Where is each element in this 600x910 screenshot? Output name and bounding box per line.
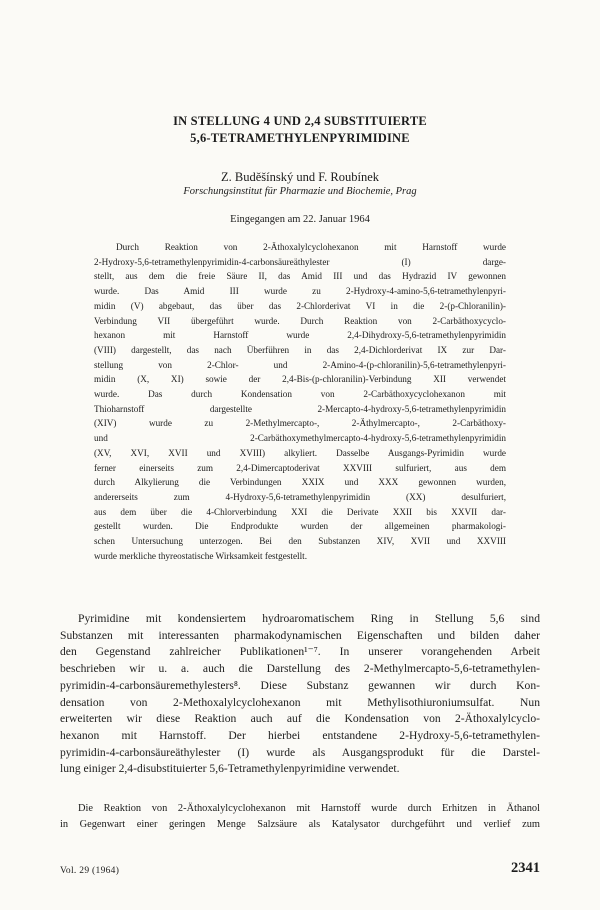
text-line: in Gegenwart einer geringen Menge Salzsäure als Katalysator durchgeführt und verlief zum [60, 818, 540, 830]
text-line: wurde merkliche thyreostatische Wirksamkeit festgestellt. [94, 550, 308, 561]
text-line: densation von 2-Methoxalylcyclohexanon mit Methylisothiuroniumsulfat. Nun [60, 695, 540, 709]
text-line: stellung von 2-Chlor- und 2-Amino-4-(p-chloranilin)-5,6-tetramethylenpyri- [94, 359, 506, 370]
authors: Z. Buděšínský und F. Roubínek [220, 170, 380, 184]
affiliation: Forschungsinstitut für Pharmazie und Biochemie, Prag [183, 186, 417, 197]
text-line: stellt, aus dem die freie Säure II, das Amid III und das Hydrazid IV gewonnen [94, 271, 506, 282]
text-line: Thioharnstoff dargestellte 2-Mercapto-4-hydroxy-5,6-tetramethylenpyrimidin [94, 403, 506, 414]
text-line: hexanon mit Harnstoff. Der hierbei entstandene 2-Hydroxy-5,6-tetramethylen- [60, 728, 540, 742]
text-line: Substanzen mit interessanten pharmakodynamischen Eigenschaften und bilden daher [60, 628, 540, 642]
text-line: durch Alkylierung die Verbindungen XXIX und XXX gewonnen wurden, [94, 477, 506, 488]
received-date: Eingegangen am 22. Januar 1964 [230, 214, 370, 225]
text-line: und 2-Carbäthoxymethylmercapto-4-hydroxy-5,6-tetramethylenpyrimidin [94, 433, 506, 444]
text-line: midin (X, XI) sowie der 2,4-Bis-(p-chloranilin)-Verbindung XII verwendet [94, 374, 506, 385]
text-line: lung einiger 2,4-disubstituierter 5,6-Tetramethylenpyrimidine verwendet. [60, 762, 400, 776]
page-number: 2341 [511, 860, 540, 876]
text-line: andererseits zum 4-Hydroxy-5,6-tetramethylenpyrimidin (XX) desulfuriert, [94, 491, 506, 502]
body-paragraph-2 [60, 801, 540, 832]
text-line: wurde. Das Amid III wurde zu 2-Hydroxy-4-amino-5,6-tetramethylenpyri- [94, 286, 506, 297]
body-paragraph-1 [60, 611, 540, 778]
text-line: pyrimidin-4-carbonsäureäthylester (I) wurde als Ausgangsprodukt für die Darstel- [60, 745, 540, 759]
text-line: gestellt wurden. Die Endprodukte wurden der allgemeinen pharmakologi- [94, 521, 506, 532]
article-title-line-2: 5,6-TETRAMETHYLENPYRIMIDINE [190, 131, 410, 145]
journal-volume: Vol. 29 (1964) [60, 866, 120, 876]
text-line: Pyrimidine mit kondensiertem hydroaromatischem Ring in Stellung 5,6 sind [78, 612, 540, 625]
abstract [94, 240, 506, 563]
text-line: pyrimidin-4-carbonsäuremethylesters⁸. Diese Substanz gewannen wir durch Kon- [60, 678, 540, 692]
text-line: den Gegenstand zahlreicher Publikationen¹⁻⁷. In unserer vorangehenden Arbeit [60, 645, 540, 659]
text-line: erweiterten wir diese Reaktion auch auf die Kondensation von 2-Äthoxalylcyclo- [60, 712, 540, 726]
text-line: Verbindung VII übergeführt wurde. Durch Reaktion von 2-Carbäthoxycyclo- [94, 315, 506, 326]
text-line: Die Reaktion von 2-Äthoxalylcyclohexanon mit Harnstoff wurde durch Erhitzen in Äthanol [78, 803, 540, 814]
text-line: beschrieben wir u. a. auch die Darstellung des 2-Methylmercapto-5,6-tetramethylen- [60, 662, 540, 676]
text-line: hexanon mit Harnstoff wurde 2,4-Dihydroxy-5,6-tetramethylenpyrimidin [94, 330, 506, 341]
text-line: wurde. Das durch Kondensation von 2-Carbäthoxycyclohexanon mit [94, 389, 506, 400]
text-line: ferner einerseits zum 2,4-Dimercaptoderivat XXVIII sulfuriert, aus dem [94, 462, 506, 473]
text-line: (XV, XVI, XVII und XVIII) alkyliert. Dasselbe Ausgangs-Pyrimidin wurde [94, 447, 506, 458]
text-line: (XIV) wurde zu 2-Methylmercapto-, 2-Äthylmercapto-, 2-Carbäthoxy- [94, 418, 506, 429]
text-line: 2-Hydroxy-5,6-tetramethylenpyrimidin-4-carbonsäureäthylester (I) darge- [94, 256, 506, 267]
text-line: aus dem über die 4-Chlorverbindung XXI die Derivate XXII bis XXVII dar- [94, 506, 506, 517]
text-line: schen Untersuchung unterzogen. Bei den Substanzen XIV, XVII und XXVIII [94, 536, 506, 547]
article-title-line-1: IN STELLUNG 4 UND 2,4 SUBSTITUIERTE [173, 114, 427, 128]
text-line: (VIII) dargestellt, das nach Überführen in das 2,4-Dichlorderivat IX zur Dar- [94, 344, 506, 355]
text-line: midin (V) abgebaut, das über das 2-Chlorderivat VI in die 2-(p-Chloranilin)- [94, 300, 506, 311]
text-line: Durch Reaktion von 2-Äthoxalylcyclohexanon mit Harnstoff wurde [116, 242, 506, 252]
